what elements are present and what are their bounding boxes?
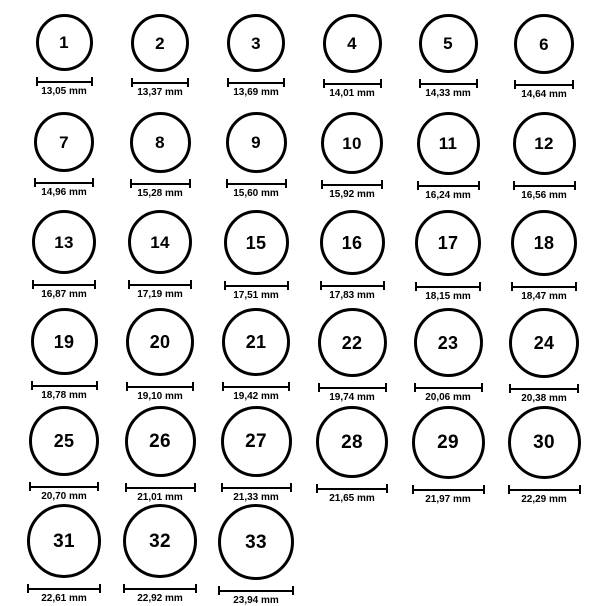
diameter-ruler xyxy=(318,383,387,391)
diameter-ruler xyxy=(29,482,99,490)
ruler-bar xyxy=(419,83,478,85)
ring-size-cell xyxy=(16,308,112,401)
ring-size-cell xyxy=(208,210,304,301)
diameter-label: 23,94 mm xyxy=(233,595,279,606)
ring-circle xyxy=(323,14,382,73)
ruler-tick-left xyxy=(320,281,322,290)
ring-size-cell xyxy=(112,504,208,604)
ring-size-cell xyxy=(112,14,208,98)
ruler-bar xyxy=(31,385,98,387)
diameter-ruler xyxy=(509,384,579,392)
diameter-ruler xyxy=(227,78,285,86)
ring-size-cell xyxy=(208,406,304,503)
ring-size-number: 24 xyxy=(533,333,555,353)
ruler-tick-right xyxy=(479,282,481,291)
ruler-tick-left xyxy=(34,178,36,187)
ring-size-cell xyxy=(16,112,112,198)
ruler-bar xyxy=(509,388,579,390)
ruler-bar xyxy=(320,285,385,287)
ruler-tick-right xyxy=(575,282,577,291)
ruler-bar xyxy=(227,82,285,84)
ruler-tick-left xyxy=(509,384,511,393)
diameter-label: 17,51 mm xyxy=(233,290,279,301)
ruler-tick-right xyxy=(96,381,98,390)
diameter-label: 15,60 mm xyxy=(233,188,279,199)
diameter-ruler xyxy=(226,179,287,187)
ring-size-number: 25 xyxy=(53,431,75,451)
diameter-label: 21,01 mm xyxy=(137,492,183,503)
ring-circle xyxy=(419,14,478,73)
diameter-ruler xyxy=(316,484,388,492)
ring-circle xyxy=(316,406,388,478)
diameter-ruler xyxy=(514,80,574,88)
diameter-label: 14,33 mm xyxy=(425,88,471,99)
ring-circle xyxy=(321,112,383,174)
ring-size-number: 31 xyxy=(53,530,75,552)
ring-size-number: 21 xyxy=(245,332,267,352)
ruler-bar xyxy=(27,588,101,590)
ring-size-number: 19 xyxy=(53,331,75,352)
ring-size-cell xyxy=(496,210,592,302)
diameter-label: 22,29 mm xyxy=(521,494,567,505)
ring-size-number: 6 xyxy=(539,34,549,54)
ruler-bar xyxy=(417,185,480,187)
diameter-label: 16,87 mm xyxy=(41,289,87,300)
ruler-tick-right xyxy=(574,181,576,190)
ring-size-number: 29 xyxy=(437,432,459,453)
diameter-label: 20,70 mm xyxy=(41,491,87,502)
ring-circle xyxy=(31,308,98,375)
ruler-tick-left xyxy=(31,381,33,390)
ring-size-number: 23 xyxy=(437,332,459,353)
ruler-tick-right xyxy=(292,586,294,595)
diameter-label: 17,83 mm xyxy=(329,290,375,301)
ruler-tick-left xyxy=(419,79,421,88)
diameter-label: 17,19 mm xyxy=(137,289,183,300)
ruler-tick-right xyxy=(94,280,96,289)
ruler-tick-left xyxy=(316,484,318,493)
diameter-label: 15,92 mm xyxy=(329,189,375,200)
ring-size-number: 12 xyxy=(534,134,554,153)
ring-size-cell xyxy=(400,308,496,403)
ring-size-number: 32 xyxy=(149,530,171,552)
diameter-ruler xyxy=(414,383,483,391)
diameter-label: 21,33 mm xyxy=(233,492,279,503)
ruler-tick-right xyxy=(189,179,191,188)
ring-circle xyxy=(414,308,483,377)
ruler-tick-left xyxy=(226,179,228,188)
ruler-bar xyxy=(34,182,94,184)
ring-size-cell xyxy=(112,210,208,300)
diameter-ruler xyxy=(125,483,196,491)
ruler-tick-right xyxy=(481,383,483,392)
ring-size-cell xyxy=(208,14,304,98)
ring-circle xyxy=(34,112,94,172)
ruler-bar xyxy=(323,83,382,85)
ruler-tick-right xyxy=(190,280,192,289)
ring-size-cell xyxy=(16,210,112,300)
ruler-bar xyxy=(412,489,485,491)
ruler-bar xyxy=(316,488,388,490)
ruler-tick-right xyxy=(386,484,388,493)
ruler-tick-left xyxy=(318,383,320,392)
ring-size-cell xyxy=(304,308,400,403)
ring-circle xyxy=(123,504,197,578)
ring-size-number: 13 xyxy=(54,232,74,252)
ruler-bar xyxy=(511,286,577,288)
ring-size-number: 1 xyxy=(59,33,69,52)
ring-size-number: 9 xyxy=(251,133,261,152)
ruler-bar xyxy=(126,386,194,388)
diameter-ruler xyxy=(508,485,581,493)
ruler-tick-left xyxy=(414,383,416,392)
ring-circle xyxy=(131,14,189,72)
ruler-tick-right xyxy=(92,178,94,187)
ring-size-number: 17 xyxy=(437,233,459,253)
diameter-label: 18,15 mm xyxy=(425,291,471,302)
ring-size-cell xyxy=(496,14,592,100)
ruler-bar xyxy=(125,487,196,489)
diameter-label: 16,56 mm xyxy=(521,190,567,201)
ruler-tick-right xyxy=(192,382,194,391)
ring-size-number: 11 xyxy=(438,134,458,153)
ring-circle xyxy=(320,210,385,275)
ruler-tick-left xyxy=(128,280,130,289)
ring-size-number: 10 xyxy=(342,133,362,153)
ruler-tick-left xyxy=(511,282,513,291)
ruler-tick-right xyxy=(99,584,101,593)
ring-circle xyxy=(227,14,285,72)
ring-circle xyxy=(412,406,485,479)
ring-size-cell xyxy=(400,406,496,505)
ring-size-cell xyxy=(304,14,400,99)
ring-circle xyxy=(509,308,579,378)
ruler-tick-left xyxy=(221,483,223,492)
diameter-label: 22,92 mm xyxy=(137,593,183,604)
diameter-label: 16,24 mm xyxy=(425,190,471,201)
ruler-bar xyxy=(218,590,294,592)
ring-size-number: 2 xyxy=(155,33,165,53)
ruler-tick-right xyxy=(288,382,290,391)
diameter-label: 13,69 mm xyxy=(233,87,279,98)
diameter-ruler xyxy=(415,282,481,290)
ring-circle xyxy=(415,210,481,276)
ring-size-number: 22 xyxy=(341,332,363,353)
ring-size-cell xyxy=(208,504,304,606)
ring-circle xyxy=(36,14,93,71)
ruler-tick-left xyxy=(125,483,127,492)
ring-size-cell xyxy=(16,406,112,502)
ruler-tick-left xyxy=(417,181,419,190)
ruler-bar xyxy=(130,183,191,185)
ring-size-number: 5 xyxy=(443,34,453,53)
ring-size-cell xyxy=(496,112,592,201)
ruler-tick-right xyxy=(483,485,485,494)
diameter-ruler xyxy=(128,280,192,288)
ruler-tick-left xyxy=(131,78,133,87)
ring-size-cell xyxy=(496,406,592,505)
ruler-tick-left xyxy=(32,280,34,289)
ruler-bar xyxy=(414,387,483,389)
ruler-tick-left xyxy=(514,80,516,89)
ruler-tick-right xyxy=(97,482,99,491)
ruler-tick-right xyxy=(283,78,285,87)
diameter-ruler xyxy=(224,281,289,289)
ring-size-cell xyxy=(304,112,400,200)
ruler-tick-left xyxy=(321,180,323,189)
diameter-ruler xyxy=(123,584,197,592)
ring-size-cell xyxy=(208,112,304,199)
diameter-ruler xyxy=(36,77,93,85)
ring-size-cell xyxy=(400,112,496,201)
diameter-label: 20,38 mm xyxy=(521,393,567,404)
ring-circle xyxy=(125,406,196,477)
ruler-tick-left xyxy=(27,584,29,593)
ring-size-cell xyxy=(496,308,592,404)
diameter-label: 14,01 mm xyxy=(329,88,375,99)
ring-circle xyxy=(126,308,194,376)
ruler-tick-left xyxy=(222,382,224,391)
ruler-tick-right xyxy=(579,485,581,494)
ring-size-cell xyxy=(112,406,208,503)
ruler-tick-left xyxy=(126,382,128,391)
diameter-label: 22,61 mm xyxy=(41,593,87,604)
diameter-label: 20,06 mm xyxy=(425,392,471,403)
ruler-tick-left xyxy=(224,281,226,290)
ring-circle xyxy=(128,210,192,274)
ruler-tick-right xyxy=(478,181,480,190)
diameter-ruler xyxy=(130,179,191,187)
ruler-tick-right xyxy=(385,383,387,392)
ruler-bar xyxy=(513,185,576,187)
diameter-ruler xyxy=(34,178,94,186)
ring-size-number: 18 xyxy=(533,233,555,253)
diameter-label: 15,28 mm xyxy=(137,188,183,199)
ring-size-cell xyxy=(400,14,496,99)
ring-size-cell xyxy=(208,308,304,402)
ring-size-cell xyxy=(16,14,112,97)
ruler-tick-right xyxy=(381,180,383,189)
diameter-label: 18,47 mm xyxy=(521,291,567,302)
ruler-bar xyxy=(128,284,192,286)
diameter-ruler xyxy=(221,483,292,491)
ruler-tick-right xyxy=(572,80,574,89)
ruler-tick-left xyxy=(323,79,325,88)
ring-circle xyxy=(514,14,574,74)
ruler-tick-left xyxy=(130,179,132,188)
ring-circle xyxy=(508,406,581,479)
diameter-ruler xyxy=(323,79,382,87)
ruler-tick-right xyxy=(194,483,196,492)
ring-size-number: 4 xyxy=(347,34,357,53)
ring-circle xyxy=(130,112,191,173)
diameter-ruler xyxy=(412,485,485,493)
diameter-ruler xyxy=(320,281,385,289)
ring-circle xyxy=(27,504,101,578)
ring-circle xyxy=(511,210,577,276)
diameter-label: 13,37 mm xyxy=(137,87,183,98)
diameter-ruler xyxy=(419,79,478,87)
ring-circle xyxy=(417,112,480,175)
ring-size-cell xyxy=(112,308,208,402)
ruler-tick-left xyxy=(123,584,125,593)
ring-size-number: 28 xyxy=(341,431,363,453)
ring-circle xyxy=(222,308,290,376)
ruler-tick-left xyxy=(508,485,510,494)
diameter-label: 19,74 mm xyxy=(329,392,375,403)
ring-size-number: 26 xyxy=(149,431,171,452)
ruler-tick-left xyxy=(412,485,414,494)
ring-circle xyxy=(218,504,294,580)
diameter-label: 14,64 mm xyxy=(521,89,567,100)
diameter-ruler xyxy=(32,280,96,288)
ring-size-number: 14 xyxy=(150,232,170,252)
ring-size-number: 27 xyxy=(245,431,267,452)
ruler-bar xyxy=(36,81,93,83)
diameter-ruler xyxy=(131,78,189,86)
ring-circle xyxy=(221,406,292,477)
ruler-bar xyxy=(508,489,581,491)
ring-size-number: 3 xyxy=(251,33,261,53)
ruler-tick-left xyxy=(218,586,220,595)
diameter-label: 21,97 mm xyxy=(425,494,471,505)
ring-size-cell xyxy=(304,406,400,504)
ruler-bar xyxy=(226,183,287,185)
ruler-bar xyxy=(131,82,189,84)
ring-size-number: 20 xyxy=(149,332,171,352)
ruler-bar xyxy=(514,84,574,86)
ring-size-cell xyxy=(16,504,112,604)
diameter-ruler xyxy=(321,180,383,188)
diameter-ruler xyxy=(27,584,101,592)
diameter-ruler xyxy=(513,181,576,189)
diameter-ruler xyxy=(218,586,294,594)
ring-size-number: 30 xyxy=(533,432,555,453)
ruler-tick-right xyxy=(577,384,579,393)
ring-size-cell xyxy=(112,112,208,199)
ruler-bar xyxy=(123,588,197,590)
ring-size-number: 7 xyxy=(59,132,69,152)
ring-size-cell xyxy=(304,210,400,301)
ruler-tick-left xyxy=(415,282,417,291)
diameter-label: 18,78 mm xyxy=(41,390,87,401)
diameter-label: 19,10 mm xyxy=(137,391,183,402)
ring-circle xyxy=(513,112,576,175)
ruler-tick-right xyxy=(383,281,385,290)
ruler-tick-left xyxy=(513,181,515,190)
ruler-tick-right xyxy=(195,584,197,593)
ruler-bar xyxy=(222,386,290,388)
ruler-bar xyxy=(224,285,289,287)
diameter-label: 19,42 mm xyxy=(233,391,279,402)
ruler-tick-left xyxy=(227,78,229,87)
diameter-ruler xyxy=(31,381,98,389)
ruler-tick-left xyxy=(36,77,38,86)
ring-size-number: 15 xyxy=(245,232,267,253)
ring-size-number: 33 xyxy=(245,531,267,553)
diameter-ruler xyxy=(222,382,290,390)
ruler-tick-right xyxy=(91,77,93,86)
ring-circle xyxy=(224,210,289,275)
ruler-tick-right xyxy=(187,78,189,87)
ruler-bar xyxy=(318,387,387,389)
ring-size-cell xyxy=(400,210,496,302)
diameter-label: 13,05 mm xyxy=(41,86,87,97)
ring-circle xyxy=(32,210,96,274)
ruler-bar xyxy=(29,486,99,488)
ring-circle xyxy=(29,406,99,476)
ring-circle xyxy=(226,112,287,173)
ruler-tick-right xyxy=(285,179,287,188)
ruler-tick-right xyxy=(476,79,478,88)
diameter-ruler xyxy=(126,382,194,390)
ruler-bar xyxy=(415,286,481,288)
ruler-bar xyxy=(32,284,96,286)
ruler-tick-right xyxy=(380,79,382,88)
diameter-label: 14,96 mm xyxy=(41,187,87,198)
diameter-label: 21,65 mm xyxy=(329,493,375,504)
ring-circle xyxy=(318,308,387,377)
diameter-ruler xyxy=(511,282,577,290)
diameter-ruler xyxy=(417,181,480,189)
ring-size-number: 8 xyxy=(155,133,165,152)
ring-size-number: 16 xyxy=(341,232,363,253)
ruler-bar xyxy=(321,184,383,186)
ruler-tick-right xyxy=(290,483,292,492)
ruler-tick-left xyxy=(29,482,31,491)
ruler-tick-right xyxy=(287,281,289,290)
ruler-bar xyxy=(221,487,292,489)
